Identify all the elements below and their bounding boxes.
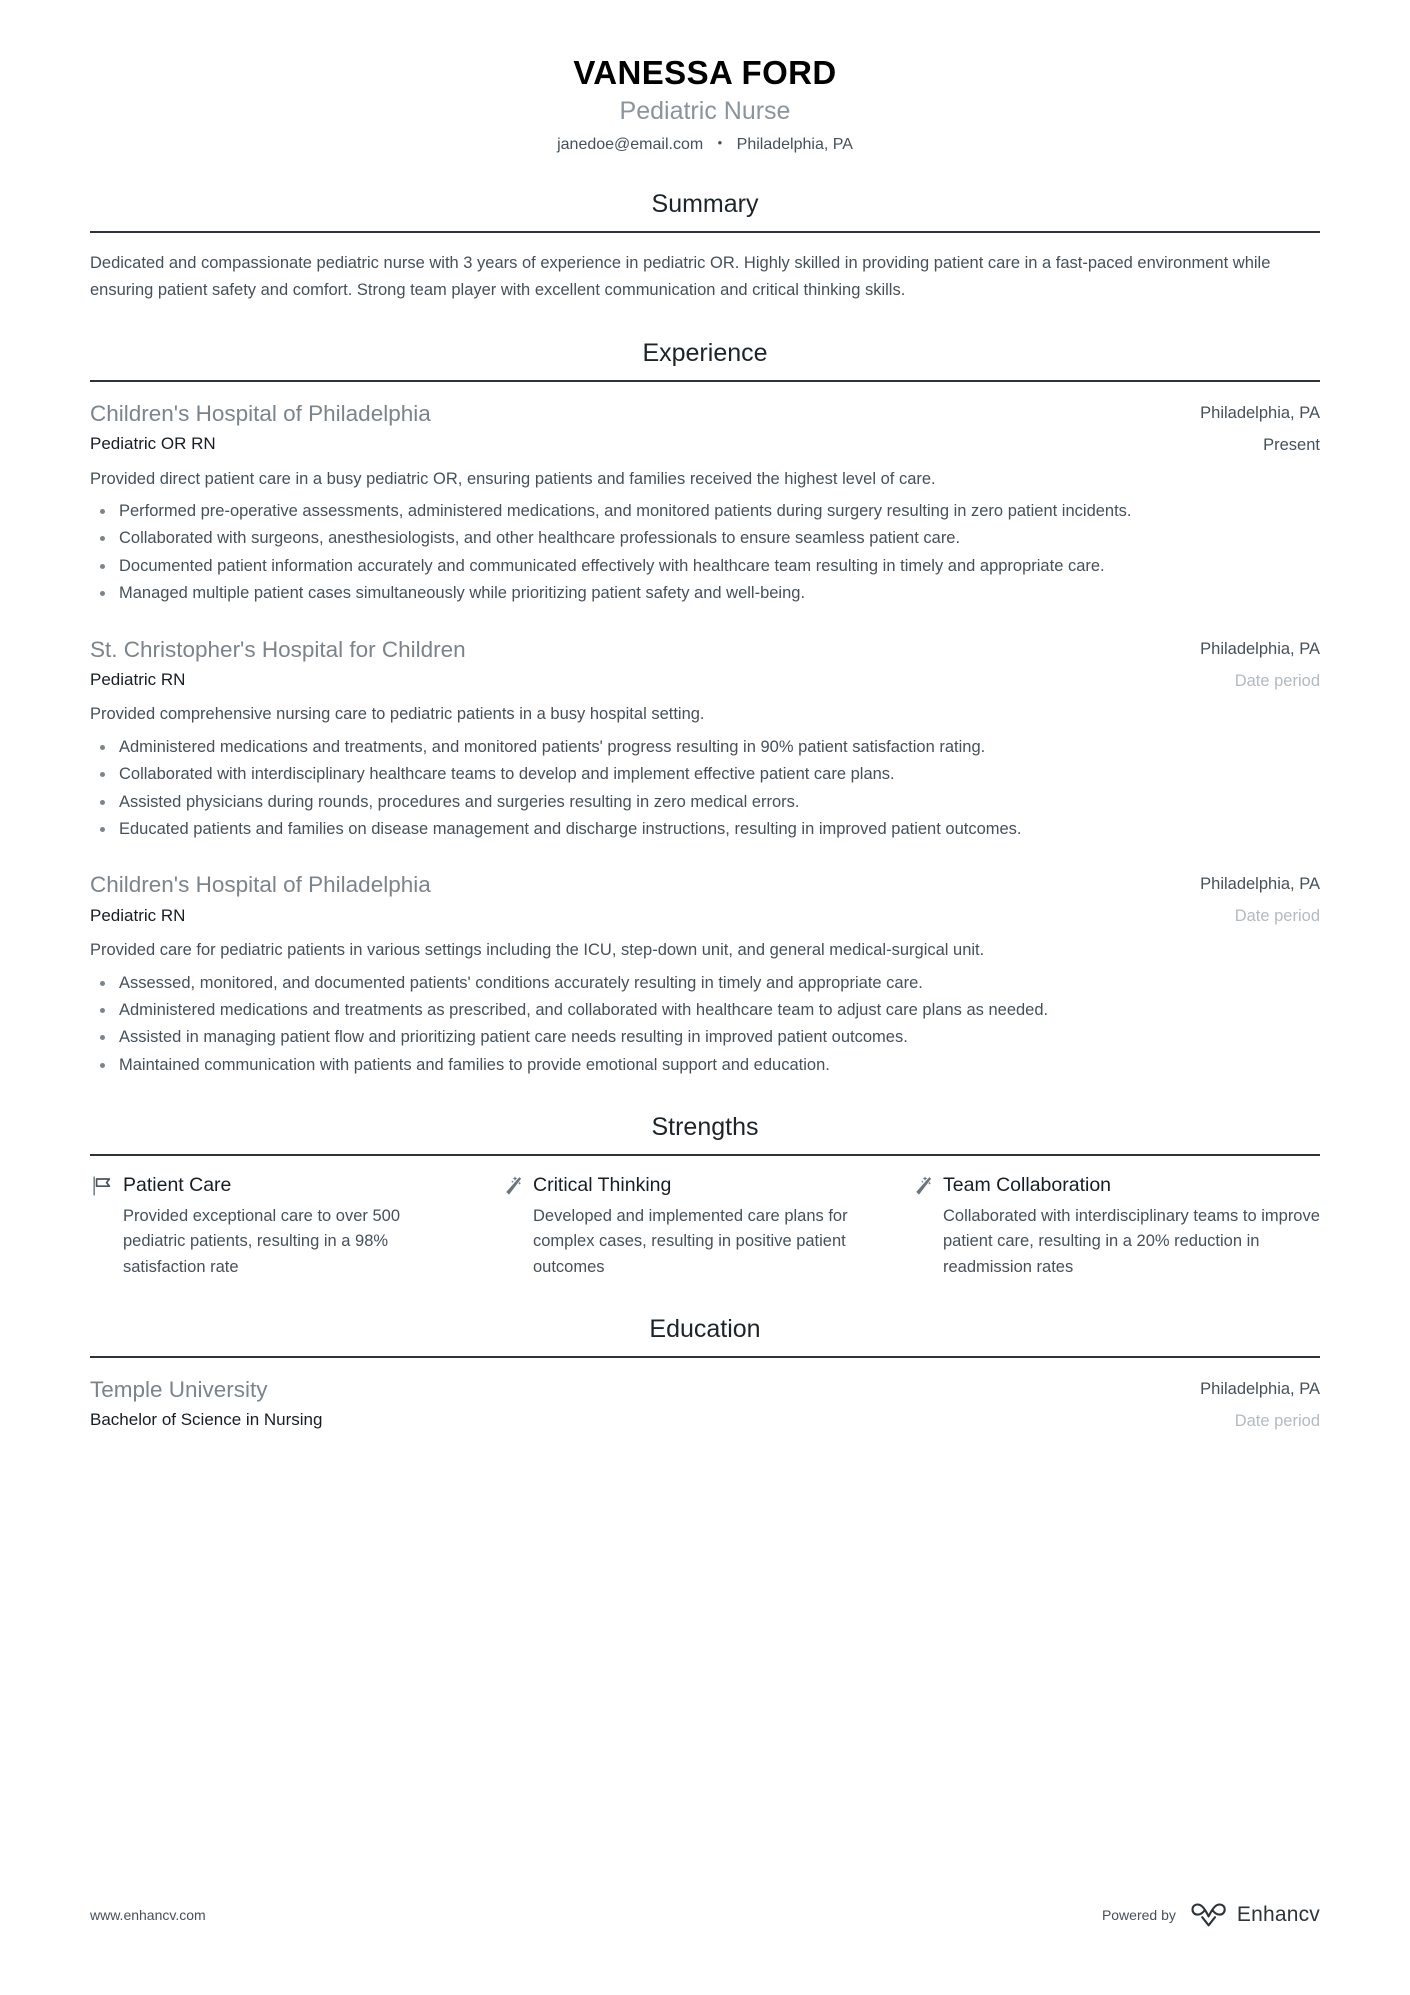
- strength-description: Developed and implemented care plans for complex cases, resulting in positive patient outcomes: [533, 1206, 848, 1276]
- entry-bullet: Collaborated with surgeons, anesthesiologists, and other healthcare professionals to ensure seamless patient care.: [90, 525, 1320, 551]
- experience-entry: [90, 399, 1320, 607]
- section-title-experience: Experience: [642, 338, 768, 367]
- entry-bullet: Maintained communication with patients and families to provide emotional support and education.: [90, 1052, 1320, 1078]
- experience-entry: [90, 635, 1320, 843]
- flag-icon: [90, 1174, 114, 1198]
- resume-footer: [90, 1903, 1320, 1927]
- enhancv-wordmark: Enhancv: [1236, 1903, 1320, 1926]
- entry-location: Philadelphia, PA: [1200, 875, 1320, 894]
- strengths-body: [90, 1156, 1320, 1280]
- company-name: St. Christopher's Hospital for Children: [90, 636, 466, 662]
- summary-body: [90, 233, 1320, 303]
- section-summary: [90, 189, 1320, 303]
- job-role: Pediatric RN: [90, 669, 186, 689]
- candidate-name: VANESSA FORD: [573, 54, 837, 91]
- entry-bullet-list: [90, 734, 1320, 843]
- entry-meta: [1178, 635, 1320, 694]
- resume-header: [90, 0, 1320, 155]
- education-entry: [90, 1375, 1320, 1434]
- entry-meta: [1178, 1375, 1320, 1434]
- strength-item: [90, 1173, 500, 1280]
- entry-description: Provided care for pediatric patients in various settings including the ICU, step-down unit, and general medical-surgical unit.: [90, 941, 985, 960]
- entry-bullet-list: [90, 498, 1320, 607]
- footer-website-link[interactable]: www.enhancv.com: [90, 1907, 206, 1923]
- section-title-education: Education: [649, 1315, 761, 1344]
- entry-date-period: Date period: [1234, 907, 1320, 926]
- entry-bullet: Assessed, monitored, and documented patients' conditions accurately resulting in timely and appropriate care.: [90, 970, 1320, 996]
- strength-name: Team Collaboration: [943, 1174, 1112, 1197]
- job-role: Pediatric RN: [90, 905, 186, 925]
- entry-location: Philadelphia, PA: [1200, 639, 1320, 658]
- experience-list: [90, 382, 1320, 1078]
- entry-meta: [1178, 870, 1320, 929]
- entry-bullet: Assisted in managing patient flow and prioritizing patient care needs resulting in improved patient outcomes.: [90, 1024, 1320, 1050]
- entry-bullet: Educated patients and families on disease management and discharge instructions, resulting in improved patient outcomes.: [90, 816, 1320, 842]
- magic-wand-icon: [910, 1174, 934, 1198]
- entry-bullet: Documented patient information accurately and communicated effectively with healthcare team resulting in timely and appropriate care.: [90, 553, 1320, 579]
- entry-bullet: Performed pre-operative assessments, administered medications, and monitored patients during surgery resulting in zero patient incidents.: [90, 498, 1320, 524]
- entry-bullet: Administered medications and treatments, and monitored patients' progress resulting in 90% patient satisfaction rating.: [90, 734, 1320, 760]
- enhancv-mark-icon: [1190, 1903, 1228, 1927]
- contact-line: [90, 134, 1320, 156]
- section-title-summary: Summary: [651, 190, 759, 219]
- summary-text: Dedicated and compassionate pediatric nurse with 3 years of experience in pediatric OR. Highly skilled in providing patient care in a fast-paced environment while ensuring patient safety and comfort. Strong team player with excellent communication and critical thinking skills.: [90, 254, 1271, 300]
- strength-item: [910, 1173, 1320, 1280]
- section-experience: [90, 338, 1320, 1078]
- strength-item: [500, 1173, 910, 1280]
- entry-bullet-list: [90, 970, 1320, 1079]
- entry-location: Philadelphia, PA: [1200, 403, 1320, 422]
- entry-description: Provided comprehensive nursing care to pediatric patients in a busy hospital setting.: [90, 705, 705, 724]
- strengths-grid: [90, 1173, 1320, 1280]
- entry-header: [90, 635, 1320, 694]
- entry-date-period: Date period: [1234, 671, 1320, 690]
- entry-primary: [90, 635, 1178, 693]
- magic-wand-icon: [500, 1174, 524, 1198]
- contact-email: janedoe@email.com: [557, 135, 704, 153]
- entry-description: Provided direct patient care in a busy pediatric OR, ensuring patients and families received the highest level of care.: [90, 469, 936, 488]
- strength-name: Critical Thinking: [533, 1174, 672, 1197]
- section-title-strengths: Strengths: [651, 1113, 759, 1142]
- entry-header: [90, 870, 1320, 929]
- enhancv-logo[interactable]: [1190, 1903, 1320, 1927]
- footer-brand-block: [1102, 1903, 1320, 1927]
- section-strengths: [90, 1112, 1320, 1280]
- contact-separator: •: [717, 134, 723, 150]
- entry-bullet: Collaborated with interdisciplinary healthcare teams to develop and implement effective patient care plans.: [90, 761, 1320, 787]
- strength-header: [500, 1173, 862, 1198]
- powered-by-label: Powered by: [1101, 1907, 1176, 1923]
- entry-bullet: Assisted physicians during rounds, procedures and surgeries resulting in zero medical errors.: [90, 789, 1320, 815]
- experience-entry: [90, 870, 1320, 1078]
- strength-name: Patient Care: [123, 1174, 232, 1197]
- entry-bullet: Managed multiple patient cases simultaneously while prioritizing patient safety and well-being.: [90, 580, 1320, 606]
- school-name: Temple University: [90, 1377, 268, 1403]
- entry-primary: [90, 870, 1178, 928]
- entry-meta: [1178, 399, 1320, 458]
- candidate-job-title: Pediatric Nurse: [619, 97, 791, 126]
- strength-description: Provided exceptional care to over 500 pediatric patients, resulting in a 98% satisfaction rate: [123, 1206, 401, 1276]
- entry-location: Philadelphia, PA: [1200, 1380, 1320, 1399]
- degree-name: Bachelor of Science in Nursing: [90, 1410, 323, 1430]
- company-name: Children's Hospital of Philadelphia: [90, 400, 431, 426]
- strength-header: [90, 1173, 452, 1198]
- entry-primary: [90, 1375, 1178, 1433]
- entry-primary: [90, 399, 1178, 457]
- section-education: [90, 1314, 1320, 1434]
- entry-header: [90, 1375, 1320, 1434]
- education-list: [90, 1358, 1320, 1434]
- contact-location: Philadelphia, PA: [736, 135, 853, 153]
- strength-header: [910, 1173, 1320, 1198]
- job-role: Pediatric OR RN: [90, 434, 216, 454]
- entry-date-period: Date period: [1234, 1412, 1320, 1431]
- strength-description: Collaborated with interdisciplinary teams to improve patient care, resulting in a 20% reduction in readmission rates: [943, 1206, 1320, 1276]
- entry-header: [90, 399, 1320, 458]
- entry-bullet: Administered medications and treatments as prescribed, and collaborated with healthcare team to adjust care plans as needed.: [90, 997, 1320, 1023]
- entry-date-period: Present: [1263, 435, 1320, 454]
- company-name: Children's Hospital of Philadelphia: [90, 872, 431, 898]
